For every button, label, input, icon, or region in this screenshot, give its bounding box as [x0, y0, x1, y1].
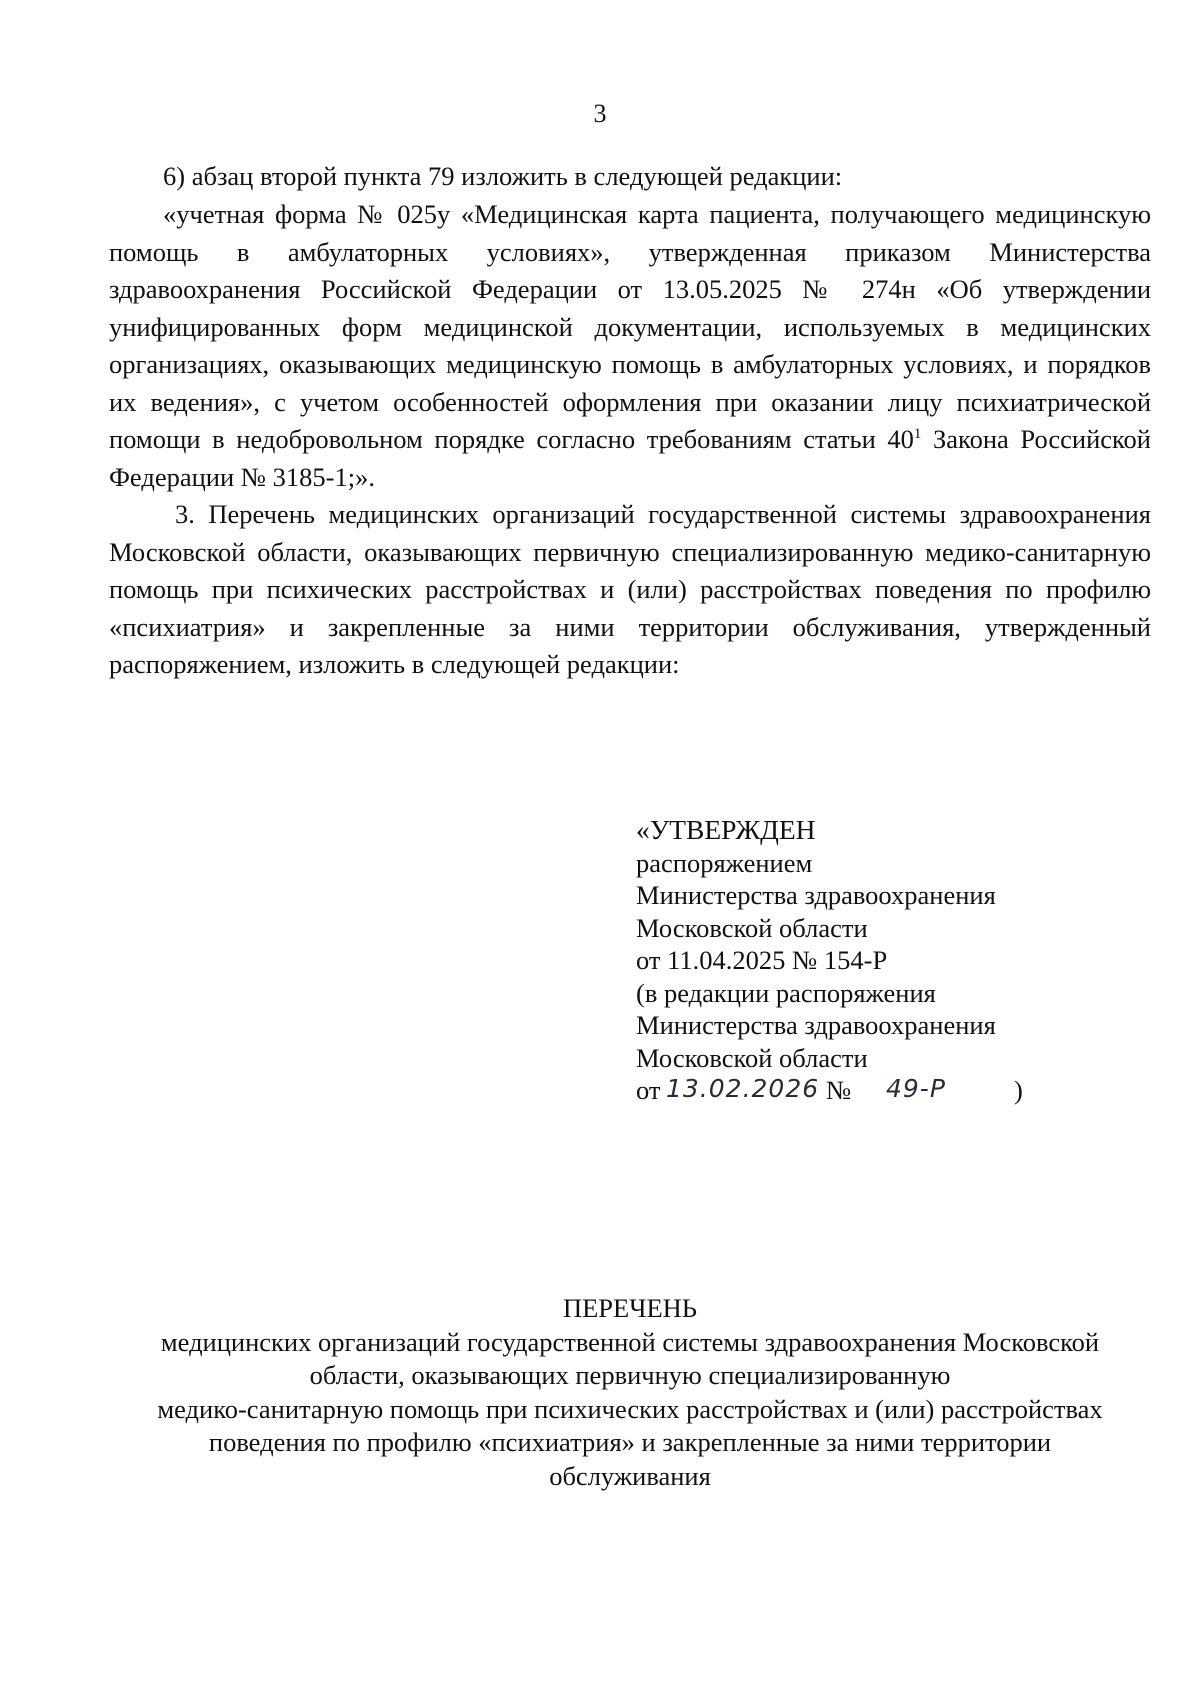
approval-line: Министерства здравоохранения: [636, 1010, 996, 1040]
approval-line: (в редакции распоряжения: [636, 977, 936, 1008]
list-title-heading: ПЕРЕЧЕНЬ: [562, 1293, 697, 1323]
approval-heading: «УТВЕРЖДЕН: [636, 814, 816, 845]
approval-line: от 11.04.2025 № 154-Р: [636, 945, 888, 975]
list-title-line: области, оказывающих первичную специализированную: [309, 1360, 951, 1390]
closing-parenthesis: ): [1014, 1075, 1023, 1105]
paragraph-quote: [109, 196, 1151, 496]
page-number: 3: [593, 99, 607, 128]
list-title-line: медико-санитарную помощь при психических расстройствах и (или) расстройствах: [157, 1393, 1103, 1424]
approval-stamp-block: [636, 814, 1023, 1108]
quote-text-end: Закона Российской Федерации № 3185-1;».: [109, 424, 1151, 492]
list-title-block: [109, 1292, 1151, 1493]
paragraph-item-3: 3. Перечень медицинских организаций государственной системы здравоохранения Московской области, оказывающих первичную специализированную медико-санитарную помощь при психических расстройствах и (или) расстройствах поведения по профилю «психиатрия» и закрепленные за ними территории обслуживания, утвержденный распоряжением, изложить в следующей редакции:: [109, 499, 1151, 679]
signature-line: [636, 1074, 1023, 1108]
approval-line: Московской области: [636, 912, 868, 943]
handwritten-date: 13.02.2026: [666, 1074, 820, 1103]
handwritten-number: 49-Р: [886, 1074, 946, 1103]
quote-text: «учетная форма № 025у «Медицинская карта пациента, получающего медицинскую помощь в амбулаторных условиях», утвержденная приказом Министерства здравоохранения Российской Федерации от 13.05.2025 № 274н «Об утверждении унифицированных форм медицинской документации, используемых в медицинских организациях, оказывающих медицинскую помощь в амбулаторных условиях, и порядков их ведения», с учетом особенностей оформления при оказании лицу психиатрической помощи в недобровольном порядке согласно требованиям статьи 40: [109, 199, 1151, 454]
list-title-line: медицинских организаций государственной системы здравоохранения Московской: [160, 1326, 1100, 1357]
approval-line: Московской области: [636, 1042, 868, 1073]
approval-line: распоряжением: [636, 847, 813, 878]
article-superscript: 1: [913, 426, 922, 443]
list-title-line: поведения по профилю «психиатрия» и закрепленные за ними территории: [208, 1427, 1052, 1457]
number-sign: №: [826, 1075, 852, 1105]
list-title-line: обслуживания: [549, 1460, 711, 1491]
paragraph-item-6: 6) абзац второй пункта 79 изложить в следующей редакции:: [163, 161, 843, 191]
date-prefix: от: [636, 1075, 661, 1105]
approval-line: Министерства здравоохранения: [636, 880, 996, 910]
